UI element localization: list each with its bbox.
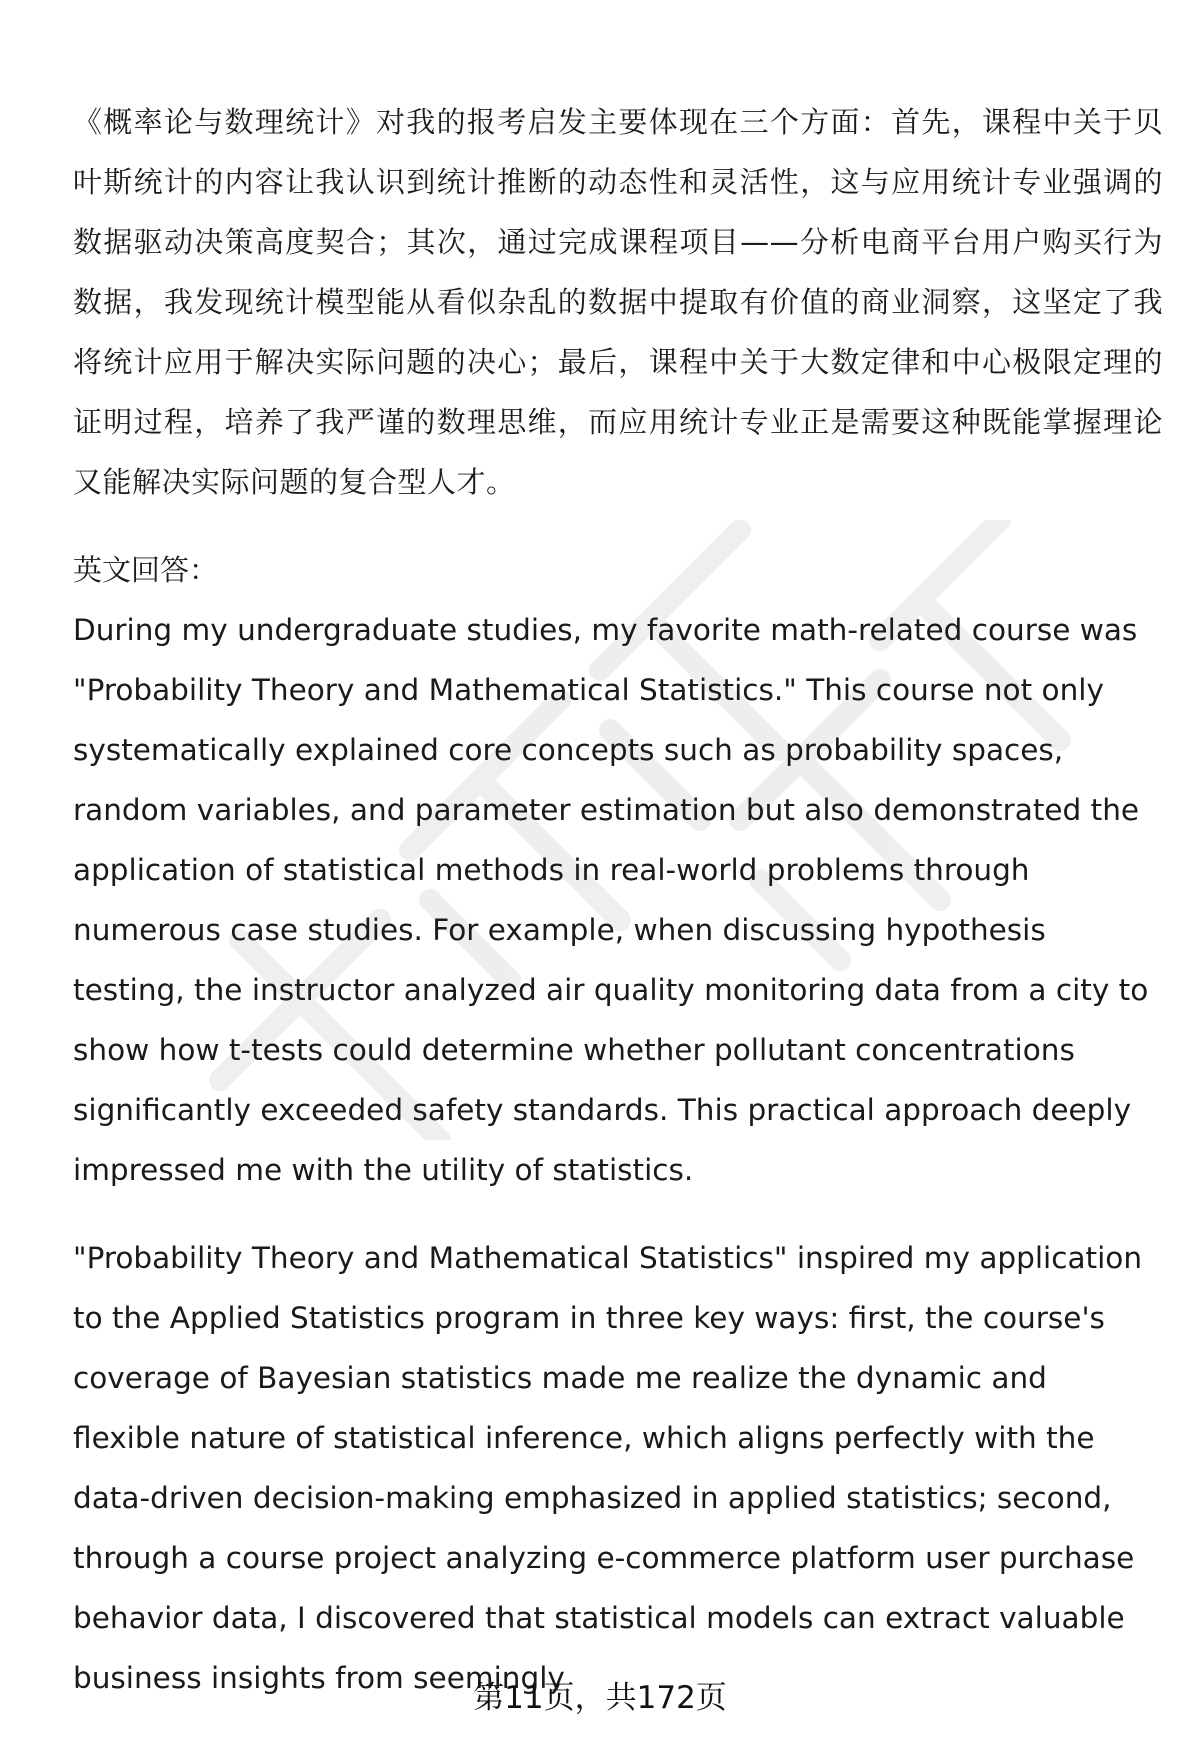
document-body bbox=[73, 92, 1163, 1708]
chinese-paragraph: 《概率论与数理统计》对我的报考启发主要体现在三个方面：首先，课程中关于贝叶斯统计的内容让我认识到统计推断的动态性和灵活性，这与应用统计专业强调的数据驱动决策高度契合；其次，通过完成课程项目——分析电商平台用户购买行为数据，我发现统计模型能从看似杂乱的数据中提取有价值的商业洞察，这坚定了我将统计应用于解决实际问题的决心；最后，课程中关于大数定律和中心极限定理的证明过程，培养了我严谨的数理思维，而应用统计专业正是需要这种既能掌握理论又能解决实际问题的复合型人才。 bbox=[73, 105, 1163, 499]
english-paragraph-2: "Probability Theory and Mathematical Statistics" inspired my application to the Applied Statistics program in three key ways: first, the course's coverage of Bayesian statistics made me realize the dynamic and flexible nature of statistical inference, which aligns perfectly with the data-driven decision-making emphasized in applied statistics; second, through a course project analyzing e-commerce platform user purchase behavior data, I discovered that statistical models can extract valuable business insights from seemingly bbox=[73, 1241, 1143, 1695]
page-footer: 第11页，共172页 bbox=[473, 1680, 727, 1716]
english-paragraph-1: During my undergraduate studies, my favorite math-related course was "Probability Theory and Mathematical Statistics." This course not only systematically explained core concepts such as probability spaces, random variables, and parameter estimation but also demonstrated the application of statistical methods in real-world problems through numerous case studies. For example, when discussing hypothesis testing, the instructor analyzed air quality monitoring data from a city to show how t-tests could determine whether pollutant concentrations significantly exceeded safety standards. This practical approach deeply impressed me with the utility of statistics. bbox=[73, 613, 1149, 1187]
english-answer-label: 英文回答： bbox=[73, 553, 219, 587]
